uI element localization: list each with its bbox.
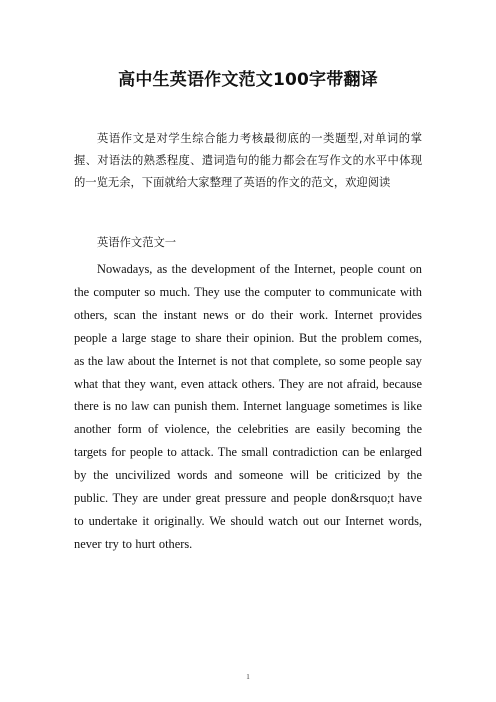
section-heading: 英语作文范文一 xyxy=(97,236,177,249)
page-number: 1 xyxy=(246,673,250,681)
document-title: 高中生英语作文范文100字带翻译 xyxy=(118,70,378,90)
essay-paragraph: Nowadays, as the development of the Internet, people count on the computer so much. They use the computer to communicate with others, scan the instant news or do their work. Internet provides people a large stage to share their opinion. But the problem comes, as the law about the Internet is not that complete, so some people say what that they want, even attack others. They are not afraid, because there is no law can punish them. Internet language sometimes is like another form of violence, the celebrities are easily becoming the targets for people to attack. The small contradiction can be enlarged by the uncivilized words and someone will be criticized by the public. They are under great pressure and people don&rsquo;t have to undertake it originally. We should watch out our Internet words, never try to hurt others. xyxy=(74,262,422,551)
intro-paragraph: 英语作文是对学生综合能力考核最彻底的一类题型,对单词的掌握、对语法的熟悉程度、遣词造句的能力都会在写作文的水平中体现的一览无余，下面就给大家整理了英语的作文的范文，欢迎阅读 xyxy=(74,132,422,189)
